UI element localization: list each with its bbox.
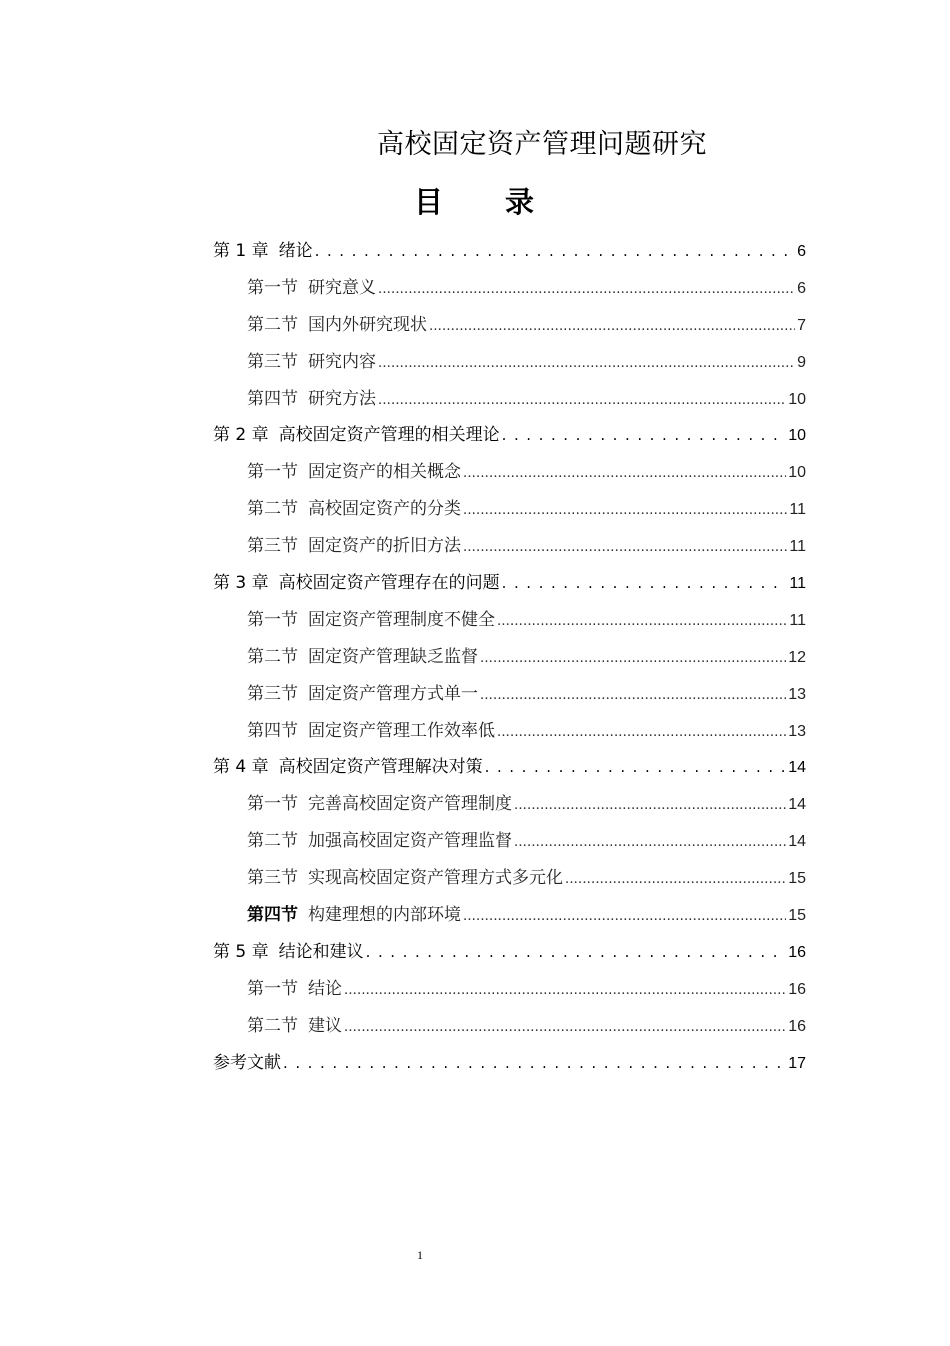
toc-entry-title: 研究内容 (308, 351, 376, 372)
toc-section-entry[interactable] (213, 528, 806, 565)
toc-entry-number: 第一节 (247, 277, 298, 298)
toc-entry-number: 第四节 (247, 388, 298, 409)
toc-dot-leader (463, 491, 787, 530)
toc-section-entry[interactable] (213, 491, 806, 528)
toc-section-entry[interactable] (213, 639, 806, 676)
toc-entry-page: 12 (788, 648, 806, 666)
toc-dot-leader (366, 934, 787, 971)
toc-entry-number: 第三节 (247, 351, 298, 372)
toc-entry-title: 构建理想的内部环境 (308, 905, 461, 926)
toc-entry-page: 15 (788, 907, 806, 925)
toc-entry-title: 高校固定资产管理的相关理论 (278, 425, 500, 446)
toc-dot-leader (378, 270, 795, 309)
toc-entry-title: 结论和建议 (278, 941, 364, 962)
toc-entry-title: 固定资产管理方式单一 (308, 683, 478, 704)
toc-entry-number: 第 2 章 (213, 425, 269, 446)
toc-dot-leader (514, 823, 786, 862)
toc-entry-page: 11 (789, 611, 806, 629)
toc-entry-number: 第三节 (247, 536, 298, 557)
toc-entry-title: 结论 (308, 978, 342, 999)
toc-entry-title: 固定资产管理工作效率低 (308, 720, 495, 741)
toc-dot-leader (378, 344, 795, 383)
toc-entry-page: 15 (788, 870, 806, 888)
toc-entry-page: 10 (788, 464, 806, 482)
toc-entry-page: 14 (788, 759, 806, 777)
toc-entry-number: 第二节 (247, 1015, 298, 1036)
toc-entry-number: 第三节 (247, 683, 298, 704)
toc-entry-page: 13 (788, 722, 806, 740)
toc-chapter-entry[interactable] (213, 417, 806, 454)
toc-entry-title: 固定资产管理制度不健全 (308, 609, 495, 630)
toc-entry-title: 建议 (308, 1015, 342, 1036)
toc-chapter-entry[interactable] (213, 749, 806, 786)
toc-entry-page: 17 (788, 1054, 806, 1072)
toc-entry-page: 10 (788, 427, 806, 445)
table-of-contents (213, 233, 806, 1081)
toc-entry-page: 6 (797, 243, 806, 260)
toc-entry-page: 16 (788, 1017, 806, 1035)
toc-section-entry[interactable] (213, 1008, 806, 1045)
toc-dot-leader (463, 897, 786, 936)
toc-entry-page: 14 (788, 796, 806, 814)
toc-entry-number: 第 3 章 (213, 573, 269, 594)
document-title: 高校固定资产管理问题研究 (377, 129, 707, 160)
toc-entry-title: 研究方法 (308, 388, 376, 409)
toc-entry-page: 7 (797, 316, 806, 334)
toc-entry-number: 第二节 (247, 831, 298, 852)
toc-section-entry[interactable] (213, 971, 806, 1008)
toc-entry-title: 实现高校固定资产管理方式多元化 (308, 868, 563, 889)
toc-dot-leader (344, 971, 786, 1010)
toc-dot-leader (502, 565, 788, 602)
toc-entry-title: 加强高校固定资产管理监督 (308, 831, 512, 852)
toc-entry-page: 6 (797, 279, 806, 297)
toc-section-entry[interactable] (213, 676, 806, 713)
toc-section-entry[interactable] (213, 602, 806, 639)
toc-entry-number: 第二节 (247, 499, 298, 520)
toc-dot-leader (344, 1008, 786, 1047)
toc-section-entry[interactable] (213, 860, 806, 897)
toc-section-entry[interactable] (213, 307, 806, 344)
toc-dot-leader (378, 381, 786, 420)
toc-entry-title: 国内外研究现状 (308, 314, 427, 335)
toc-dot-leader (565, 860, 786, 899)
toc-entry-title: 高校固定资产管理存在的问题 (278, 573, 500, 594)
toc-entry-number: 第二节 (247, 314, 298, 335)
toc-entry-number: 第 1 章 (213, 241, 269, 261)
toc-dot-leader (480, 676, 786, 715)
toc-entry-number: 第一节 (247, 609, 298, 630)
toc-entry-title: 固定资产的相关概念 (308, 462, 461, 483)
toc-entry-page: 9 (797, 353, 806, 371)
toc-section-entry[interactable] (213, 454, 806, 491)
toc-chapter-entry[interactable] (213, 233, 806, 270)
toc-entry-page: 16 (788, 980, 806, 998)
toc-entry-number: 第二节 (247, 646, 298, 667)
toc-section-entry[interactable] (213, 270, 806, 307)
toc-entry-page: 11 (789, 501, 806, 519)
toc-dot-leader (485, 749, 787, 786)
toc-dot-leader (429, 307, 795, 346)
toc-entry-number: 第四节 (247, 720, 298, 741)
toc-entry-page: 11 (789, 538, 806, 556)
toc-entry-number: 第 5 章 (213, 941, 269, 962)
toc-entry-number: 第一节 (247, 462, 298, 483)
toc-entry-page: 11 (789, 575, 806, 593)
toc-chapter-entry[interactable] (213, 934, 806, 971)
toc-entry-page: 10 (788, 390, 806, 408)
toc-section-entry[interactable] (213, 897, 806, 934)
toc-section-entry[interactable] (213, 344, 806, 381)
toc-entry-number: 第四节 (247, 905, 298, 926)
toc-dot-leader (463, 528, 787, 567)
toc-entry-title: 参考文献 (213, 1052, 281, 1073)
toc-chapter-entry[interactable] (213, 1045, 806, 1082)
toc-entry-number: 第一节 (247, 794, 298, 815)
toc-dot-leader (283, 1045, 786, 1082)
toc-entry-number: 第三节 (247, 868, 298, 889)
toc-dot-leader (514, 786, 786, 825)
page-number: 1 (417, 1248, 423, 1262)
toc-entry-number: 第一节 (247, 978, 298, 999)
toc-entry-page: 14 (788, 833, 806, 851)
toc-entry-title: 绪论 (278, 241, 313, 261)
toc-entry-title: 完善高校固定资产管理制度 (308, 794, 512, 815)
toc-heading: 目 录 (413, 185, 561, 219)
toc-entry-title: 固定资产管理缺乏监督 (308, 646, 478, 667)
toc-section-entry[interactable] (213, 823, 806, 860)
toc-entry-title: 高校固定资产的分类 (308, 499, 461, 520)
toc-entry-number: 第 4 章 (213, 757, 269, 778)
toc-dot-leader (315, 233, 795, 270)
toc-entry-page: 16 (788, 943, 806, 961)
toc-dot-leader (497, 602, 787, 641)
toc-entry-page: 13 (788, 685, 806, 703)
toc-dot-leader (463, 454, 786, 493)
toc-chapter-entry[interactable] (213, 565, 806, 602)
toc-dot-leader (502, 417, 787, 454)
toc-section-entry[interactable] (213, 786, 806, 823)
toc-entry-title: 固定资产的折旧方法 (308, 536, 461, 557)
toc-section-entry[interactable] (213, 713, 806, 750)
toc-dot-leader (480, 639, 786, 678)
toc-dot-leader (497, 713, 786, 752)
toc-section-entry[interactable] (213, 381, 806, 418)
toc-entry-title: 高校固定资产管理解决对策 (278, 757, 483, 778)
toc-entry-title: 研究意义 (308, 277, 376, 298)
